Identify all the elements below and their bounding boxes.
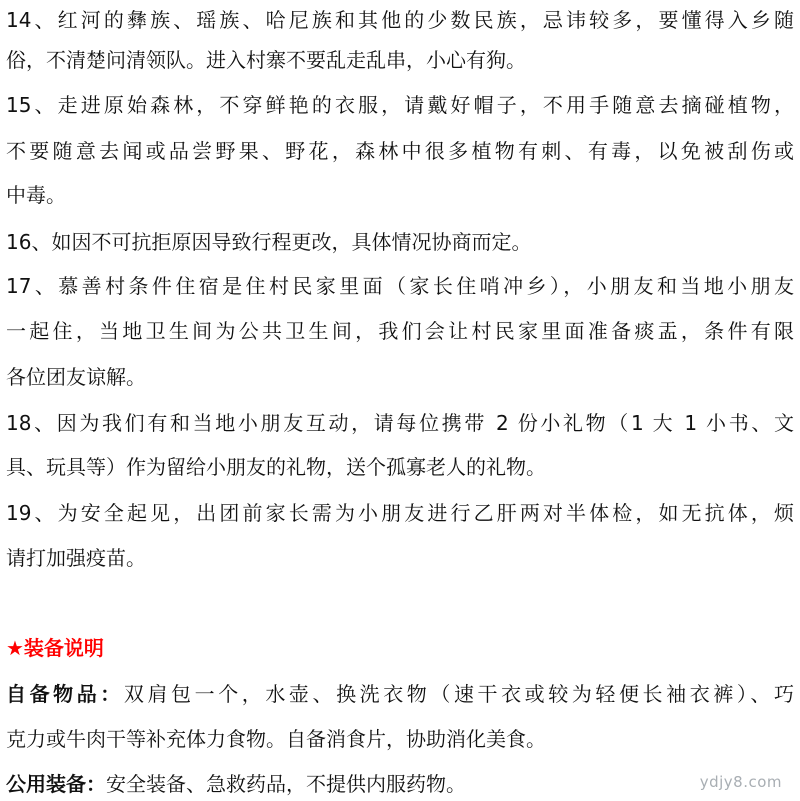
self-items-text-1: 双肩包一个，水壶、换洗衣物（速干衣或较为轻便长袖衣裤）、巧 — [123, 682, 795, 706]
watermark: ydjy8.com — [699, 773, 782, 791]
equipment-heading: ★装备说明 — [6, 636, 104, 660]
public-equipment-label: 公用装备： — [6, 772, 106, 796]
item-14-line-1: 14、红河的彝族、瑶族、哈尼族和其他的少数民族，忌讳较多，要懂得入乡随 — [6, 8, 794, 32]
public-equipment-line — [6, 771, 466, 797]
self-items-line-1 — [6, 681, 794, 707]
item-16-line-1: 16、如因不可抗拒原因导致行程更改，具体情况协商而定。 — [6, 230, 532, 254]
self-items-line-2: 克力或牛肉干等补充体力食物。自备消食片，协助消化美食。 — [6, 727, 546, 751]
item-15-line-2: 不要随意去闻或品尝野果、野花，森林中很多植物有刺、有毒，以免被刮伤或 — [6, 139, 794, 163]
item-15-line-3: 中毒。 — [6, 183, 66, 207]
public-equipment-text: 安全装备、急救药品，不提供内服药物。 — [106, 772, 466, 796]
item-17-line-2: 一起住，当地卫生间为公共卫生间，我们会让村民家里面准备痰盂，条件有限 — [6, 319, 794, 343]
item-17-line-3: 各位团友谅解。 — [6, 365, 146, 389]
item-19-line-2: 请打加强疫苗。 — [6, 546, 146, 570]
item-17-line-1: 17、慕善村条件住宿是住村民家里面（家长住哨冲乡），小朋友和当地小朋友 — [6, 274, 794, 298]
item-18-line-2: 具、玩具等）作为留给小朋友的礼物，送个孤寡老人的礼物。 — [6, 455, 546, 479]
item-18-line-1: 18、因为我们有和当地小朋友互动，请每位携带 2 份小礼物（1 大 1 小书、文 — [6, 411, 794, 435]
item-19-line-1: 19、为安全起见，出团前家长需为小朋友进行乙肝两对半体检，如无抗体，烦 — [6, 501, 794, 525]
item-15-line-1: 15、走进原始森林，不穿鲜艳的衣服，请戴好帽子，不用手随意去摘碰植物， — [6, 93, 794, 117]
self-items-label: 自备物品： — [6, 682, 124, 706]
item-14-line-2: 俗，不清楚问清领队。进入村寨不要乱走乱串，小心有狗。 — [6, 48, 526, 72]
